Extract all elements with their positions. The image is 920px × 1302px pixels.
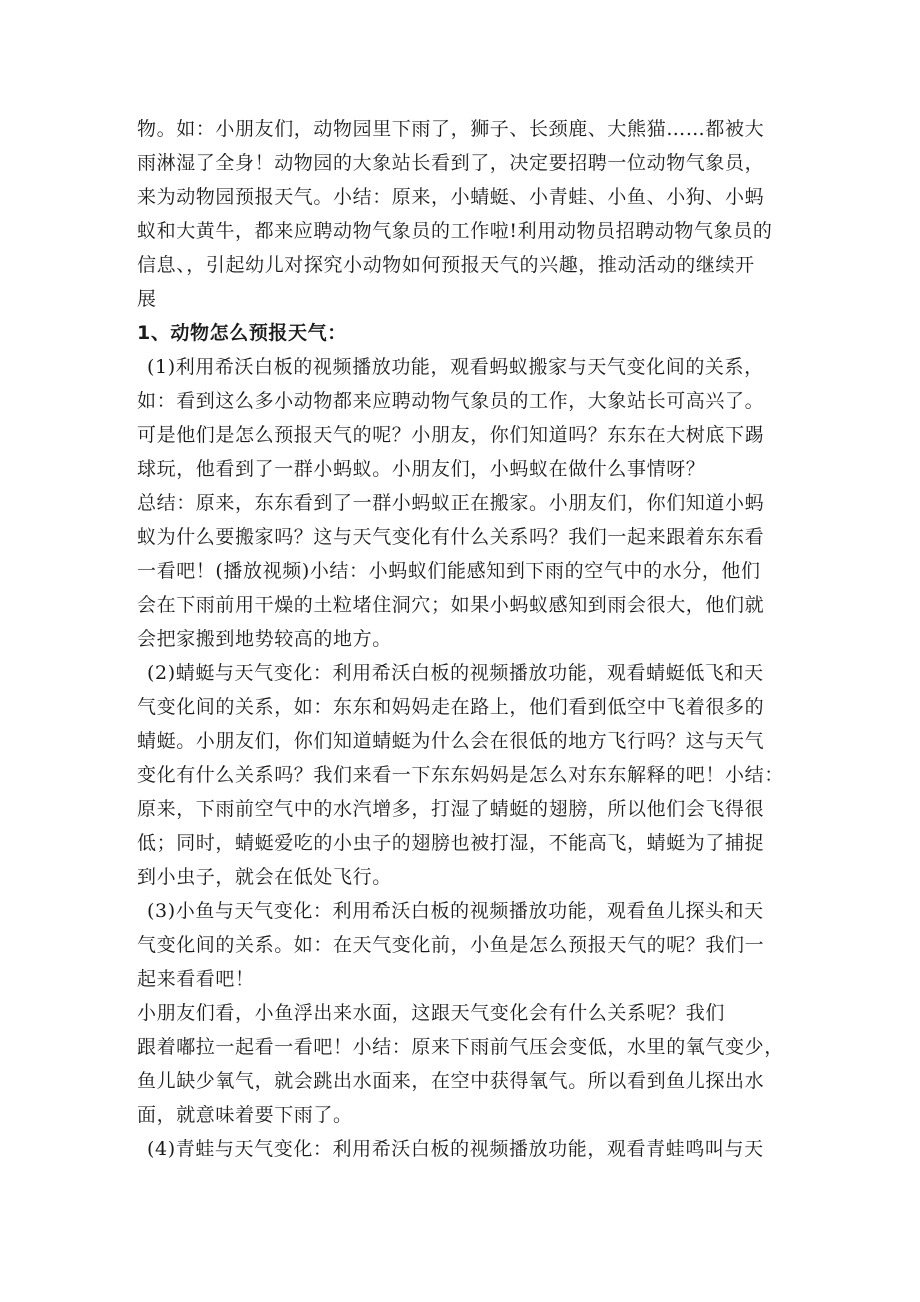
paragraph-line: 物。如：小朋友们，动物园里下雨了，狮子、长颈鹿、大熊猫……都被大 [137,118,765,140]
paragraph-line: 小朋友们看，小鱼浮出来水面，这跟天气变化会有什么关系呢？我们 [137,1002,726,1024]
paragraph-line: (4)青蛙与天气变化：利用希沃白板的视频播放功能，观看青蛙鸣叫与天 [147,1138,764,1160]
paragraph-line: 到小虫子，就会在低处飞行。 [137,866,392,888]
paragraph-line: 蚁和大黄牛，都来应聘动物气象员的工作啦!利用动物员招聘动物气象员的 [137,220,773,242]
paragraph-line: (2)蜻蜓与天气变化：利用希沃白板的视频播放功能，观看蜻蜓低飞和天 [147,662,764,684]
paragraph-line: 变化有什么关系吗？我们来看一下东东妈妈是怎么对东东解释的吧！小结： [137,764,784,786]
paragraph-line: (3)小鱼与天气变化：利用希沃白板的视频播放功能，观看鱼儿探头和天 [147,900,764,922]
paragraph-line: 球玩，他看到了一群小蚂蚁。小朋友们，小蚂蚁在做什么事情呀？ [137,458,706,480]
paragraph-line: 一看吧！(播放视频)小结：小蚂蚁们能感知到下雨的空气中的水分，他们 [137,560,761,582]
paragraph-line: 蜻蜓。小朋友们，你们知道蜻蜓为什么会在很低的地方飞行吗？这与天气 [137,730,765,752]
paragraph-line: 会把家搬到地势较高的地方。 [137,628,392,650]
paragraph-line: 气变化间的关系。如：在天气变化前，小鱼是怎么预报天气的呢？我们一 [137,934,765,956]
paragraph-line: 如：看到这么多小动物都来应聘动物气象员的工作，大象站长可高兴了。 [137,390,765,412]
paragraph-line: 鱼儿缺少氧气，就会跳出水面来，在空中获得氧气。所以看到鱼儿探出水 [137,1070,765,1092]
paragraph-line: 总结：原来，东东看到了一群小蚂蚁正在搬家。小朋友们，你们知道小蚂 [137,492,765,514]
paragraph-line: 雨淋湿了全身！动物园的大象站长看到了，决定要招聘一位动物气象员， [137,152,765,174]
paragraph-line: 跟着嘟拉一起看一看吧！小结：原来下雨前气压会变低，水里的氧气变少， [137,1036,784,1058]
paragraph-line: 低；同时，蜻蜓爱吃的小虫子的翅膀也被打湿，不能高飞，蜻蜓为了捕捉 [137,832,765,854]
paragraph-line: 蚁为什么要搬家吗？这与天气变化有什么关系吗？我们一起来跟着东东看 [137,526,765,548]
paragraph-line: 信息、，引起幼儿对探究小动物如何预报天气的兴趣，推动活动的继续开 [137,254,755,276]
paragraph-line: 气变化间的关系，如：东东和妈妈走在路上，他们看到低空中飞着很多的 [137,696,765,718]
paragraph-line: 原来，下雨前空气中的水汽增多，打湿了蜻蜓的翅膀，所以他们会飞得很 [137,798,765,820]
section-heading: 1、动物怎么预报天气： [137,322,347,344]
paragraph-line: 来为动物园预报天气。小结：原来，小蜻蜓、小青蛙、小鱼、小狗、小蚂 [137,186,765,208]
paragraph-line: 会在下雨前用干燥的土粒堵住洞穴；如果小蚂蚁感知到雨会很大，他们就 [137,594,765,616]
paragraph-line: 可是他们是怎么预报天气的呢？小朋友，你们知道吗？东东在大树底下踢 [137,424,765,446]
paragraph-line: (1)利用希沃白板的视频播放功能，观看蚂蚁搬家与天气变化间的关系， [147,356,764,378]
paragraph-line: 展 [137,288,157,310]
paragraph-line: 面，就意味着要下雨了。 [137,1104,353,1126]
document-body [137,112,787,1166]
paragraph-line: 起来看看吧！ [137,968,255,990]
